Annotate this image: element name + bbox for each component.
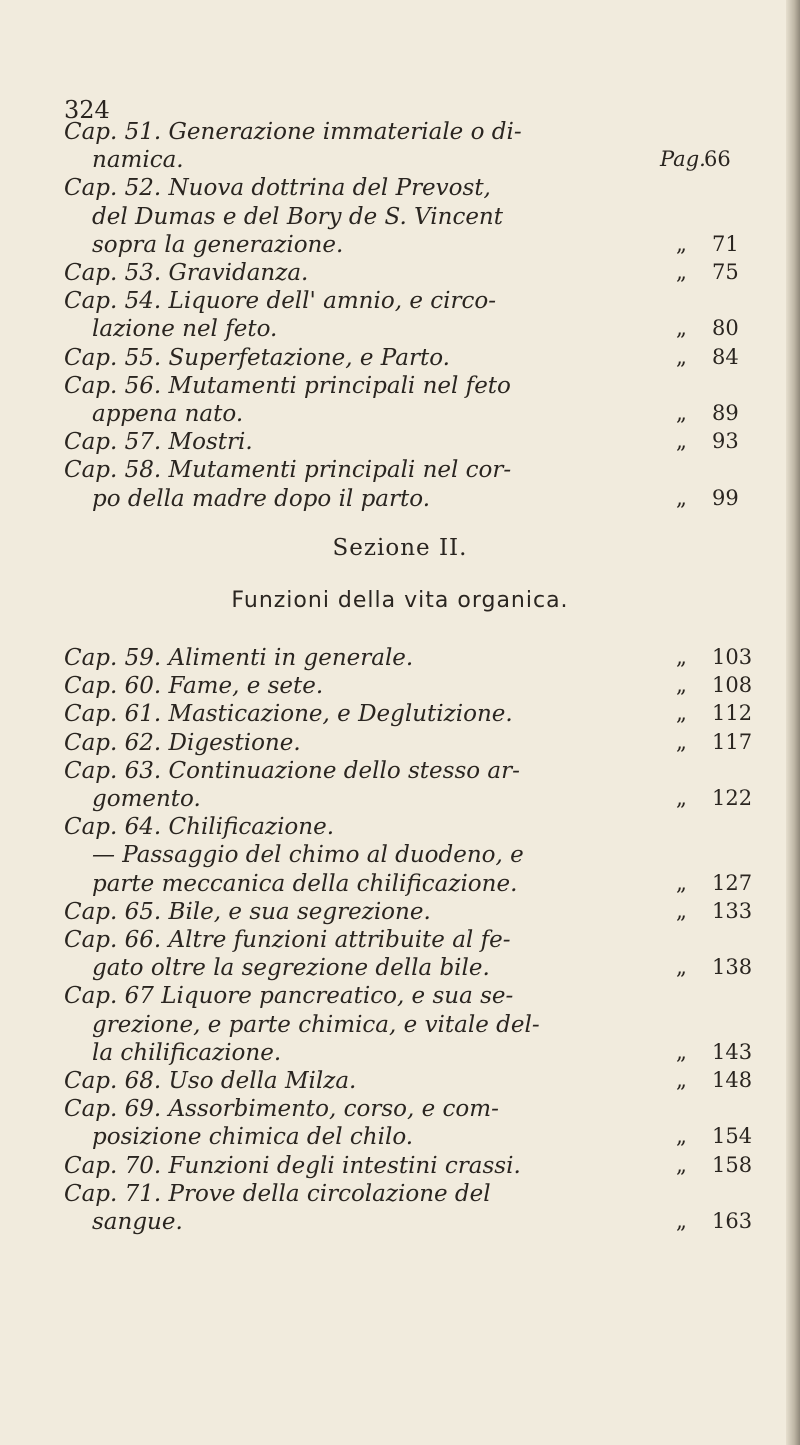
toc-entry-line: Cap. 64. Chilificazione. — [64, 814, 335, 841]
ditto-marks: Pag. — [660, 147, 706, 172]
ditto-marks: „ — [676, 645, 687, 669]
toc-entry-line: Cap. 66. Altre funzioni attribuite al fe- — [64, 927, 511, 953]
ditto-marks: „ — [676, 1152, 687, 1177]
ditto-marks: „ — [676, 870, 687, 895]
page-value: 138 — [712, 955, 753, 980]
toc-entry-line: sangue. — [92, 1209, 183, 1235]
page-reference — [676, 647, 766, 668]
page-reference — [676, 431, 766, 452]
page-value: 108 — [712, 673, 753, 698]
page-reference — [676, 485, 766, 510]
toc-entry-line: Cap. 52. Nuova dottrina del Prevost, — [64, 175, 491, 202]
page-value: 133 — [712, 898, 753, 923]
page-value: 103 — [712, 645, 753, 669]
ditto-marks: „ — [676, 231, 687, 256]
toc-entry-line: gato oltre la segrezione della bile. — [92, 955, 490, 982]
page-reference — [676, 403, 766, 424]
toc-entry-line: Cap. 65. Bile, e sua segrezione. — [64, 898, 431, 925]
toc-entry-line: grezione, e parte chimica, e vitale del- — [92, 1011, 540, 1038]
page-number: 324 — [64, 96, 110, 124]
section-title: Sezione II. — [332, 535, 468, 561]
ditto-marks: „ — [676, 401, 687, 425]
toc-entry-line: Cap. 62. Digestione. — [64, 729, 301, 756]
toc-entry-line: Cap. 68. Uso della Milza. — [64, 1068, 357, 1094]
page-value: 117 — [712, 729, 753, 754]
page-value: 75 — [712, 260, 739, 284]
toc-entry-line: Cap. 59. Alimenti in generale. — [64, 645, 414, 671]
ditto-marks: „ — [676, 955, 687, 980]
toc-entry-line: del Dumas e del Bory de S. Vincent — [92, 203, 503, 230]
page-value: 93 — [712, 429, 739, 454]
page-value: 127 — [712, 870, 753, 895]
page-value: 143 — [712, 1039, 753, 1064]
toc-entry-line: Cap. 51. Generazione immateriale o di- — [64, 119, 522, 145]
page-reference — [676, 1039, 766, 1064]
ditto-marks: „ — [676, 429, 687, 454]
page-value: 89 — [712, 401, 739, 425]
toc-entry-line: Cap. 53. Gravidanza. — [64, 260, 309, 286]
page-value: 154 — [712, 1124, 753, 1149]
toc-entry-line: po della madre dopo il parto. — [92, 485, 431, 512]
ditto-marks: „ — [676, 316, 687, 341]
ditto-marks: „ — [676, 701, 687, 726]
page-reference — [676, 1211, 766, 1232]
page-value: 163 — [712, 1209, 753, 1233]
toc-entry-line: Cap. 56. Mutamenti principali nel feto — [64, 372, 511, 399]
ditto-marks: „ — [676, 485, 687, 510]
toc-entry-line: gomento. — [92, 786, 201, 812]
toc-entry-line: Cap. 57. Mostri. — [64, 429, 253, 456]
page-value: 80 — [712, 316, 739, 341]
page-reference — [676, 318, 766, 339]
toc-entry-line: appena nato. — [92, 401, 244, 427]
ditto-marks: „ — [676, 1068, 687, 1092]
page-value: 99 — [712, 485, 739, 510]
page-reference — [676, 344, 766, 369]
page-reference — [660, 149, 750, 170]
toc-entry-line: Cap. 54. Liquore dell' amnio, e circo- — [64, 288, 496, 315]
toc-entry-line: Cap. 70. Funzioni degli intestini crassi. — [64, 1152, 521, 1179]
page-reference — [676, 703, 766, 724]
ditto-marks: „ — [676, 344, 687, 369]
toc-entry-line: namica. — [92, 147, 184, 174]
toc-entry-line: Cap. 60. Fame, e sete. — [64, 673, 324, 700]
toc-entry-line: Cap. 63. Continuazione dello stesso ar- — [64, 757, 520, 784]
page-reference — [676, 1152, 766, 1177]
page-value: 158 — [712, 1152, 753, 1177]
ditto-marks: „ — [676, 260, 687, 284]
toc-entry-line: Cap. 69. Assorbimento, corso, e com- — [64, 1096, 499, 1123]
page-value: 122 — [712, 786, 753, 810]
page-value: 66 — [704, 147, 731, 172]
ditto-marks: „ — [676, 898, 687, 923]
ditto-marks: „ — [676, 786, 687, 810]
page-value: 71 — [712, 231, 739, 256]
page-value: 112 — [712, 701, 753, 726]
page-reference — [676, 231, 766, 256]
toc-entry-line: sopra la generazione. — [92, 231, 344, 258]
page-edge — [786, 0, 800, 1445]
page-value: 84 — [712, 344, 739, 369]
section-subtitle: Funzioni della vita organica. — [231, 588, 569, 613]
ditto-marks: „ — [676, 1039, 687, 1064]
toc-entry-line: Cap. 58. Mutamenti principali nel cor- — [64, 457, 512, 484]
page-reference — [676, 788, 766, 809]
page-reference — [676, 1070, 766, 1091]
toc-entry-line: — Passaggio del chimo al duodeno, e — [92, 842, 524, 869]
page-reference — [676, 729, 766, 754]
page-reference — [676, 675, 766, 696]
toc-entry-line: Cap. 71. Prove della circolazione del — [64, 1180, 491, 1207]
page-reference — [676, 898, 766, 923]
toc-entry-line: posizione chimica del chilo. — [92, 1124, 414, 1151]
toc-entry-line: lazione nel feto. — [92, 316, 278, 343]
page-value: 148 — [712, 1068, 753, 1092]
ditto-marks: „ — [676, 1209, 687, 1233]
toc-entry-line: la chilificazione. — [92, 1039, 282, 1066]
page-reference — [676, 957, 766, 978]
page-reference — [676, 1126, 766, 1147]
toc-entry-line: parte meccanica della chilificazione. — [92, 870, 518, 897]
toc-entry-line: Cap. 55. Superfetazione, e Parto. — [64, 344, 450, 371]
page-reference — [676, 262, 766, 283]
ditto-marks: „ — [676, 673, 687, 698]
toc-entry-line: Cap. 61. Masticazione, e Deglutizione. — [64, 701, 513, 728]
toc-entry-line: Cap. 67 Liquore pancreatico, e sua se- — [64, 983, 514, 1010]
page-reference — [676, 870, 766, 895]
ditto-marks: „ — [676, 1124, 687, 1149]
ditto-marks: „ — [676, 729, 687, 754]
